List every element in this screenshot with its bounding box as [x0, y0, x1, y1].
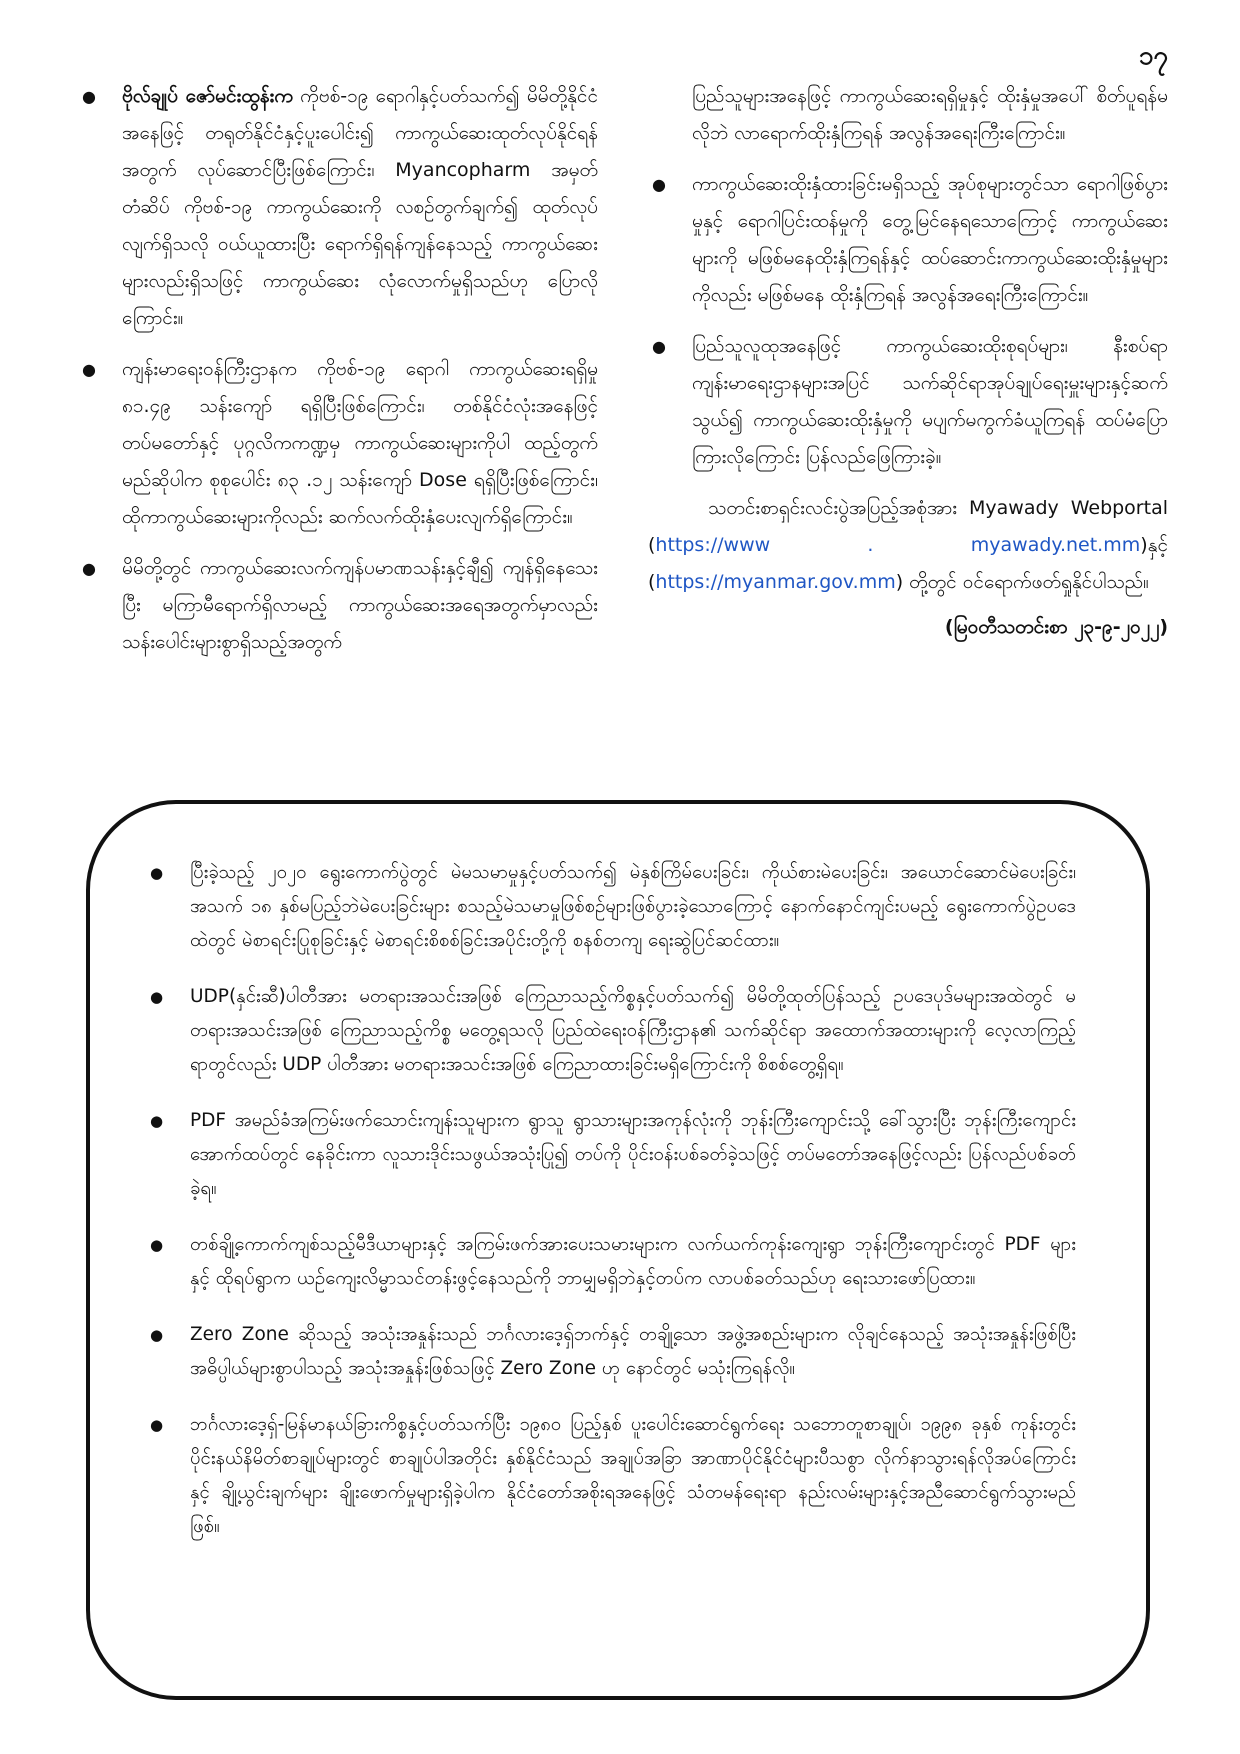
bullet-item	[78, 550, 598, 661]
right-column	[648, 78, 1168, 788]
bullet-text: မိမိတို့တွင် ကာကွယ်ဆေးလက်ကျန်ပမာဏသန်းနှင့်ချီ၍ ကျန်ရှိနေသေးပြီး မကြာမီရောက်ရှိလာမည့် ကာကွယ်ဆေးအရေအတွက်မှာလည်း သန်းပေါင်းများစွာရှိသည့်အတွက်	[122, 557, 598, 653]
bullet-text: ပြည်သူလူထုအနေဖြင့် ကာကွယ်ဆေးထိုးစုရပ်များ၊ နီးစပ်ရာ ကျန်းမာရေးဌာနများအပြင် သက်ဆိုင်ရာအုပ်ချုပ်ရေးမှူးများနှင့်ဆက်သွယ်၍ ကာကွယ်ဆေးထိုးနှံမှုကို မပျက်မကွက်ခံယူကြရန် ထပ်မံပြောကြားလိုကြောင်း ပြန်လည်ဖြေကြားခဲ့။	[692, 335, 1168, 468]
box-bullet-item: ● ပြီးခဲ့သည့် ၂၀၂၀ ရွေးကောက်ပွဲတွင် မဲမသမာမှုနှင့်ပတ်သက်၍ မဲနှစ်ကြိမ်ပေးခြင်း၊ ကိုယ်စားမဲပေးခြင်း၊ အယောင်ဆောင်မဲပေးခြင်း၊ အသက် ၁၈ နှစ်မပြည့်ဘဲမဲပေးခြင်းများ စသည့်မဲသမာမှုဖြစ်စဉ်များဖြစ်ပွားခဲ့သောကြောင့် နောက်နောင်ကျင်းပမည့် ရွေးကောက်ပွဲဥပဒေထဲတွင် မဲစာရင်းပြုစုခြင်းနှင့် မဲစာရင်းစိစစ်ခြင်းအပိုင်းတို့ကို စနစ်တကျ ရေးဆွဲပြင်ဆင်ထား။	[150, 856, 1076, 958]
summary-box	[86, 800, 1150, 1700]
source-date: (မြဝတီသတင်းစာ ၂၃-၉-၂၀၂၂)	[944, 616, 1168, 638]
closing-prefix: သတင်းစာရှင်းလင်းပွဲအပြည့်အစုံအား Myawady Webportal (	[648, 497, 1168, 556]
box-bullet-item: ● ဘင်္ဂလားဒေ့ရှ်-မြန်မာနယ်ခြားကိစ္စနှင့်ပတ်သက်ပြီး ၁၉၈၀ ပြည့်နှစ် ပူးပေါင်းဆောင်ရွက်ရေး သဘောတူစာချုပ်၊ ၁၉၉၈ ခုနှစ် ကုန်းတွင်းပိုင်းနယ်နိမိတ်စာချုပ်များတွင် စာချုပ်ပါအတိုင်း နှစ်နိုင်ငံသည် အချုပ်အခြာ အာဏာပိုင်နိုင်ငံများပီသစွာ လိုက်နာသွားရန်လိုအပ်ကြောင်းနှင့် ချို့ယွင်းချက်များ ချိုးဖောက်မှုများရှိခဲ့ပါက နိုင်ငံတော်အစိုးရအနေဖြင့် သံတမန်ရေးရာ နည်းလမ်းများနှင့်အညီဆောင်ရွက်သွားမည်ဖြစ်။	[150, 1408, 1076, 1544]
closing-suffix: ) တို့တွင် ဝင်ရောက်ဖတ်ရှုနိုင်ပါသည်။	[895, 571, 1149, 593]
myawady-link[interactable]: https://www . myawady.net.mm	[655, 534, 1141, 556]
closing-paragraph	[648, 490, 1168, 601]
myanmar-gov-link[interactable]: https://myanmar.gov.mm	[655, 571, 896, 593]
page-number: ၁၇	[1138, 41, 1168, 71]
box-bullet-item: ● တစ်ချို့ကောက်ကျစ်သည့်မီဒီယာများနှင့် အကြမ်းဖက်အားပေးသမားများက လက်ယက်ကုန်းကျေးရွာ ဘုန်းကြီးကျောင်းတွင် PDF များနှင့် ထိုရပ်ရွာက ယဉ်ကျေးလိမ္မာသင်တန်းဖွင့်နေသည်ကို ဘာမျှမရှိဘဲနှင့်တပ်က လာပစ်ခတ်သည်ဟု ရေးသားဖော်ပြထား။	[150, 1228, 1076, 1296]
bullet-item	[78, 351, 598, 536]
bullet-item	[78, 78, 598, 337]
box-bullet-item: ● PDF အမည်ခံအကြမ်းဖက်သောင်းကျန်းသူများက ရွာသူ ရွာသားများအကုန်လုံးကို ဘုန်းကြီးကျောင်းသို့ ခေါ်သွားပြီး ဘုန်းကြီးကျောင်းအောက်ထပ်တွင် နေခိုင်းကာ လူသားဒိုင်းသဖွယ်အသုံးပြု၍ တပ်ကို ပိုင်းဝန်းပစ်ခတ်ခဲ့သဖြင့် တပ်မတော်အနေဖြင့်လည်း ပြန်လည်ပစ်ခတ်ခဲ့ရ။	[150, 1104, 1076, 1206]
bullet-text: ကျန်းမာရေးဝန်ကြီးဌာနက ကိုဗစ်-၁၉ ရောဂါ ကာကွယ်ဆေးရရှိမှု ၈၁.၄၉ သန်းကျော် ရရှိပြီးဖြစ်ကြောင်း၊ တစ်နိုင်ငံလုံးအနေဖြင့် တပ်မတော်နှင့် ပုဂ္ဂလိကကဏ္ဍမှ ကာကွယ်ဆေးများကိုပါ ထည့်တွက်မည်ဆိုပါက စုစုပေါင်း ၈၃ .၁၂ သန်းကျော် Dose ရရှိပြီးဖြစ်ကြောင်း၊ ထိုကာကွယ်ဆေးများကိုလည်း ဆက်လက်ထိုးနှံပေးလျက်ရှိကြောင်း။	[122, 358, 598, 528]
bullet-text: ကာကွယ်ဆေးထိုးနှံထားခြင်းမရှိသည့် အုပ်စုများတွင်သာ ရောဂါဖြစ်ပွားမှုနှင့် ရောဂါပြင်းထန်မှုကို တွေ့မြင်နေရသောကြောင့် ကာကွယ်ဆေးများကို မဖြစ်မနေထိုးနှံကြရန်နှင့် ထပ်ဆောင်းကာကွယ်ဆေးထိုးနှံမှုများကိုလည်း မဖြစ်မနေ ထိုးနှံကြရန် အလွန်အရေးကြီးကြောင်း။	[692, 173, 1168, 306]
continued-paragraph: ပြည်သူများအနေဖြင့် ကာကွယ်ဆေးရရှိမှုနှင့် ထိုးနှံမှုအပေါ် စိတ်ပူရန်မလိုဘဲ လာရောက်ထိုးနှံကြရန် အလွန်အရေးကြီးကြောင်း။	[692, 85, 1168, 144]
article-columns	[78, 78, 1168, 788]
bullet-lead: ဗိုလ်ချုပ် ဇော်မင်းထွန်းက	[122, 85, 293, 107]
left-column	[78, 78, 598, 788]
bullet-text: ကိုဗစ်-၁၉ ရောဂါနှင့်ပတ်သက်၍ မိမိတို့နိုင်ငံအနေဖြင့် တရုတ်နိုင်ငံနှင့်ပူးပေါင်း၍ ကာကွယ်ဆေးထုတ်လုပ်နိုင်ရန်အတွက် လုပ်ဆောင်ပြီးဖြစ်ကြောင်း၊ Myancopharm အမှတ်တံဆိပ် ကိုဗစ်-၁၉ ကာကွယ်ဆေးကို လစဉ်တွက်ချက်၍ ထုတ်လုပ်လျက်ရှိသလို ဝယ်ယူထားပြီး ရောက်ရှိရန်ကျန်နေသည့် ကာကွယ်ဆေးများလည်းရှိသဖြင့် ကာကွယ်ဆေး လုံလောက်မှုရှိသည်ဟု ပြောလိုကြောင်း။	[122, 85, 598, 329]
box-bullet-item: ● Zero Zone ဆိုသည့် အသုံးအနှုန်းသည် ဘင်္ဂလားဒေ့ရှ်ဘက်နှင့် တချို့သော အဖွဲ့အစည်းများက လိုချင်နေသည့် အသုံးအနှုန်းဖြစ်ပြီး အဓိပ္ပါယ်များစွာပါသည့် အသုံးအနှုန်းဖြစ်သဖြင့် Zero Zone ဟု နောင်တွင် မသုံးကြရန်လို။	[150, 1318, 1076, 1386]
closing-mid: )နှင့် (	[648, 534, 1168, 593]
bullet-item	[648, 166, 1168, 314]
bullet-item	[648, 328, 1168, 476]
box-bullet-item: ● UDP(နှင်းဆီ)ပါတီအား မတရားအသင်းအဖြစ် ကြေညာသည့်ကိစ္စနှင့်ပတ်သက်၍ မိမိတို့ထုတ်ပြန်သည့် ဥပဒေပုဒ်မများအထဲတွင် မတရားအသင်းအဖြစ် ကြေညာသည့်ကိစ္စ မတွေ့ရသလို ပြည်ထဲရေးဝန်ကြီးဌာန၏ သက်ဆိုင်ရာ အထောက်အထားများကို လေ့လာကြည့်ရာတွင်လည်း UDP ပါတီအား မတရားအသင်းအဖြစ် ကြေညာထားခြင်းမရှိကြောင်းကို စိစစ်တွေ့ရှိရ။	[150, 980, 1076, 1082]
